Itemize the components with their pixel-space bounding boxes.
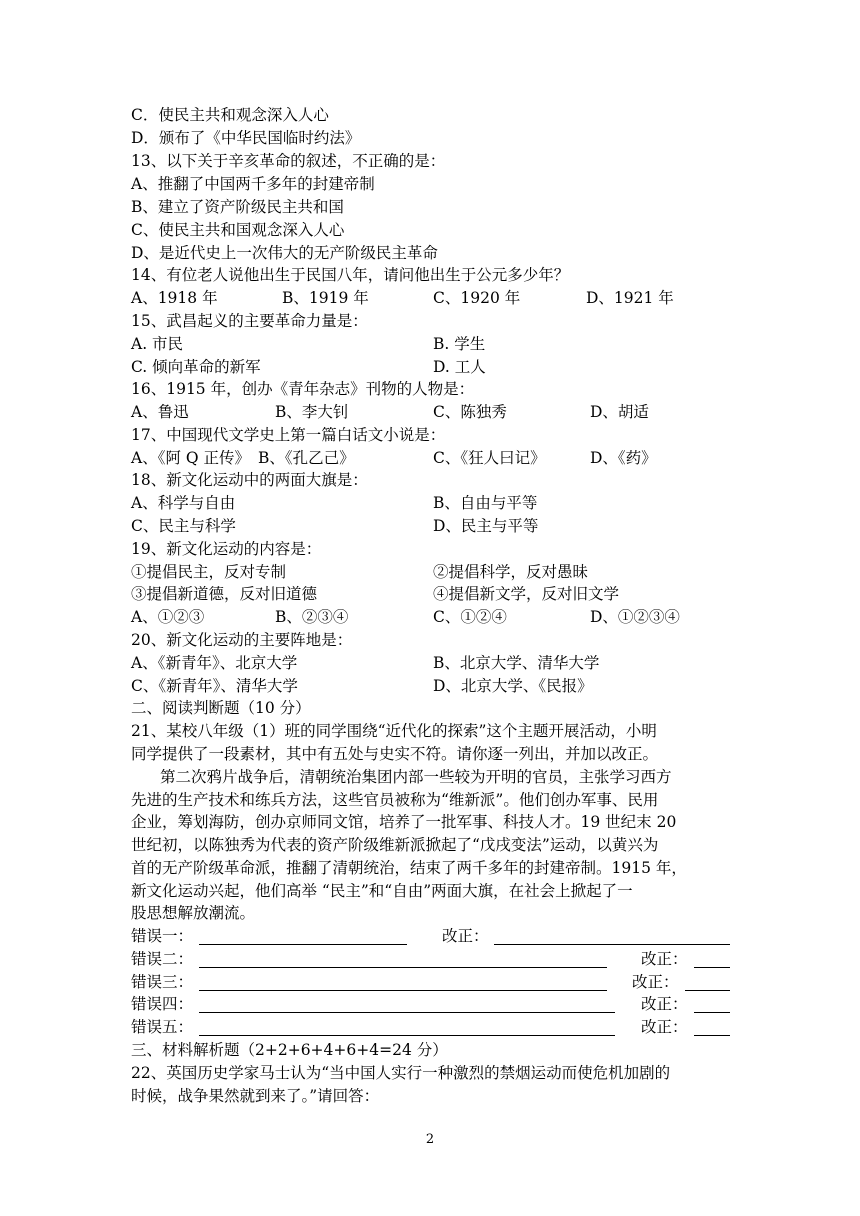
error-3-answer-blank[interactable] (199, 990, 607, 991)
passage-line-7: 股思想解放潮流。 (131, 904, 256, 922)
page-number: 2 (425, 1132, 435, 1147)
q19-item-3: ③提倡新道德，反对旧道德 (131, 585, 318, 603)
q17-stem: 17、中国现代文学史上第一篇白话文小说是： (131, 426, 446, 444)
q19-option-b: B、②③④ (275, 608, 349, 626)
q13-option-a: A、推翻了中国两千多年的封建帝制 (131, 175, 375, 193)
q14-option-a: A、1918 年 (131, 289, 218, 307)
q12-option-d: D．颁布了《中华民国临时约法》 (131, 129, 361, 147)
q16-option-c: C、陈独秀 (433, 403, 507, 421)
q18-option-c: C、民主与科学 (131, 517, 236, 535)
q16-option-a: A、鲁迅 (131, 403, 189, 421)
passage-line-2: 先进的生产技术和练兵方法，这些官员被称为“维新派”。他们创办军事、民用 (131, 791, 659, 809)
q13-stem: 13、以下关于辛亥革命的叙述，不正确的是： (131, 152, 446, 170)
error-label-1: 错误一： (131, 927, 194, 945)
q20-option-b: B、北京大学、清华大学 (433, 654, 600, 672)
error-1-answer-blank[interactable] (199, 944, 407, 945)
q14-option-b: B、1919 年 (282, 289, 369, 307)
q14-option-c: C、1920 年 (433, 289, 521, 307)
q19-item-2: ②提倡科学，反对愚昧 (433, 563, 589, 581)
passage-line-3: 企业，筹划海防，创办京师同文馆，培养了一批军事、科技人才。19 世纪末 20 (131, 813, 677, 831)
q15-option-a: A. 市民 (131, 335, 184, 353)
q19-option-a: A、①②③ (131, 608, 205, 626)
fix-label-3: 改正： (632, 973, 679, 991)
q14-option-d: D、1921 年 (586, 289, 674, 307)
error-5-answer-blank[interactable] (199, 1035, 615, 1036)
q20-stem: 20、新文化运动的主要阵地是： (131, 631, 353, 649)
error-4-answer-blank[interactable] (199, 1012, 615, 1013)
q15-option-d: D. 工人 (433, 358, 486, 376)
error-label-3: 错误三： (131, 973, 194, 991)
fix-3-answer-blank[interactable] (685, 990, 730, 991)
error-label-4: 错误四： (131, 995, 194, 1013)
q14-stem: 14、有位老人说他出生于民国八年，请问他出生于公元多少年？ (131, 266, 570, 284)
q19-option-c: C、①②④ (433, 608, 507, 626)
q17-option-b: B、《孔乙己》 (258, 449, 355, 467)
q20-option-c: C、《新青年》、清华大学 (131, 677, 298, 695)
q19-item-4: ④提倡新文学，反对旧文学 (433, 585, 620, 603)
q13-option-b: B、建立了资产阶级民主共和国 (131, 198, 344, 216)
q15-stem: 15、武昌起义的主要革命力量是： (131, 312, 368, 330)
q13-option-c: C、使民主共和国观念深入人心 (131, 221, 345, 239)
passage-line-5: 首的无产阶级革命派，推翻了清朝统治，结束了两千多年的封建帝制。1915 年， (131, 859, 687, 877)
q21-line-1: 21、某校八年级（1）班的同学围绕“近代化的探索”这个主题开展活动，小明 (131, 722, 657, 740)
fix-4-answer-blank[interactable] (694, 1012, 730, 1013)
passage-line-1: 第二次鸦片战争后，清朝统治集团内部一些较为开明的官员，主张学习西方 (160, 768, 672, 786)
q19-stem: 19、新文化运动的内容是： (131, 540, 322, 558)
fix-label-2: 改正： (641, 950, 688, 968)
q17-option-a: A、《阿 Q 正传》 (131, 449, 251, 467)
fix-label-4: 改正： (641, 995, 688, 1013)
q22-line-2: 时候，战争果然就到来了。”请回答： (131, 1087, 380, 1105)
fix-label-1: 改正： (442, 927, 489, 945)
q17-option-d: D、《药》 (590, 449, 657, 467)
q20-option-a: A、《新青年》、北京大学 (131, 654, 298, 672)
q21-line-2: 同学提供了一段素材，其中有五处与史实不符。请你逐一列出，并加以改正。 (131, 745, 659, 763)
q18-option-a: A、科学与自由 (131, 494, 236, 512)
q15-option-c: C. 倾向革命的新军 (131, 358, 261, 376)
q19-item-1: ①提倡民主，反对专制 (131, 563, 287, 581)
fix-2-answer-blank[interactable] (694, 967, 730, 968)
q12-option-c: C．使民主共和观念深入人心 (131, 106, 329, 124)
error-2-answer-blank[interactable] (199, 967, 607, 968)
section3-heading: 三、材料解析题（2+2+6+4+6+4=24 分） (131, 1041, 448, 1059)
error-label-2: 错误二： (131, 950, 194, 968)
q18-option-d: D、民主与平等 (433, 517, 539, 535)
passage-line-4: 世纪初，以陈独秀为代表的资产阶级维新派掀起了“戊戌变法”运动，以黄兴为 (131, 836, 659, 854)
q22-line-1: 22、英国历史学家马士认为“当中国人实行一种激烈的禁烟运动而使危机加剧的 (131, 1064, 671, 1082)
error-label-5: 错误五： (131, 1018, 194, 1036)
section2-heading: 二、阅读判断题（10 分） (131, 699, 311, 717)
q17-option-c: C、《狂人曰记》 (433, 449, 546, 467)
q16-option-b: B、李大钊 (275, 403, 349, 421)
q13-option-d: D、是近代史上一次伟大的无产阶级民主革命 (131, 244, 438, 262)
fix-1-answer-blank[interactable] (494, 944, 730, 945)
q18-stem: 18、新文化运动中的两面大旗是： (131, 471, 368, 489)
q18-option-b: B、自由与平等 (433, 494, 538, 512)
q16-option-d: D、胡适 (590, 403, 649, 421)
q16-stem: 16、1915 年，创办《青年杂志》刊物的人物是： (131, 380, 475, 398)
fix-5-answer-blank[interactable] (694, 1035, 730, 1036)
q19-option-d: D、①②③④ (590, 608, 680, 626)
fix-label-5: 改正： (641, 1018, 688, 1036)
q20-option-d: D、北京大学、《民报》 (433, 677, 593, 695)
passage-line-6: 新文化运动兴起，他们高举 “民主”和“自由”两面大旗，在社会上掀起了一 (131, 882, 633, 900)
q15-option-b: B. 学生 (433, 335, 486, 353)
